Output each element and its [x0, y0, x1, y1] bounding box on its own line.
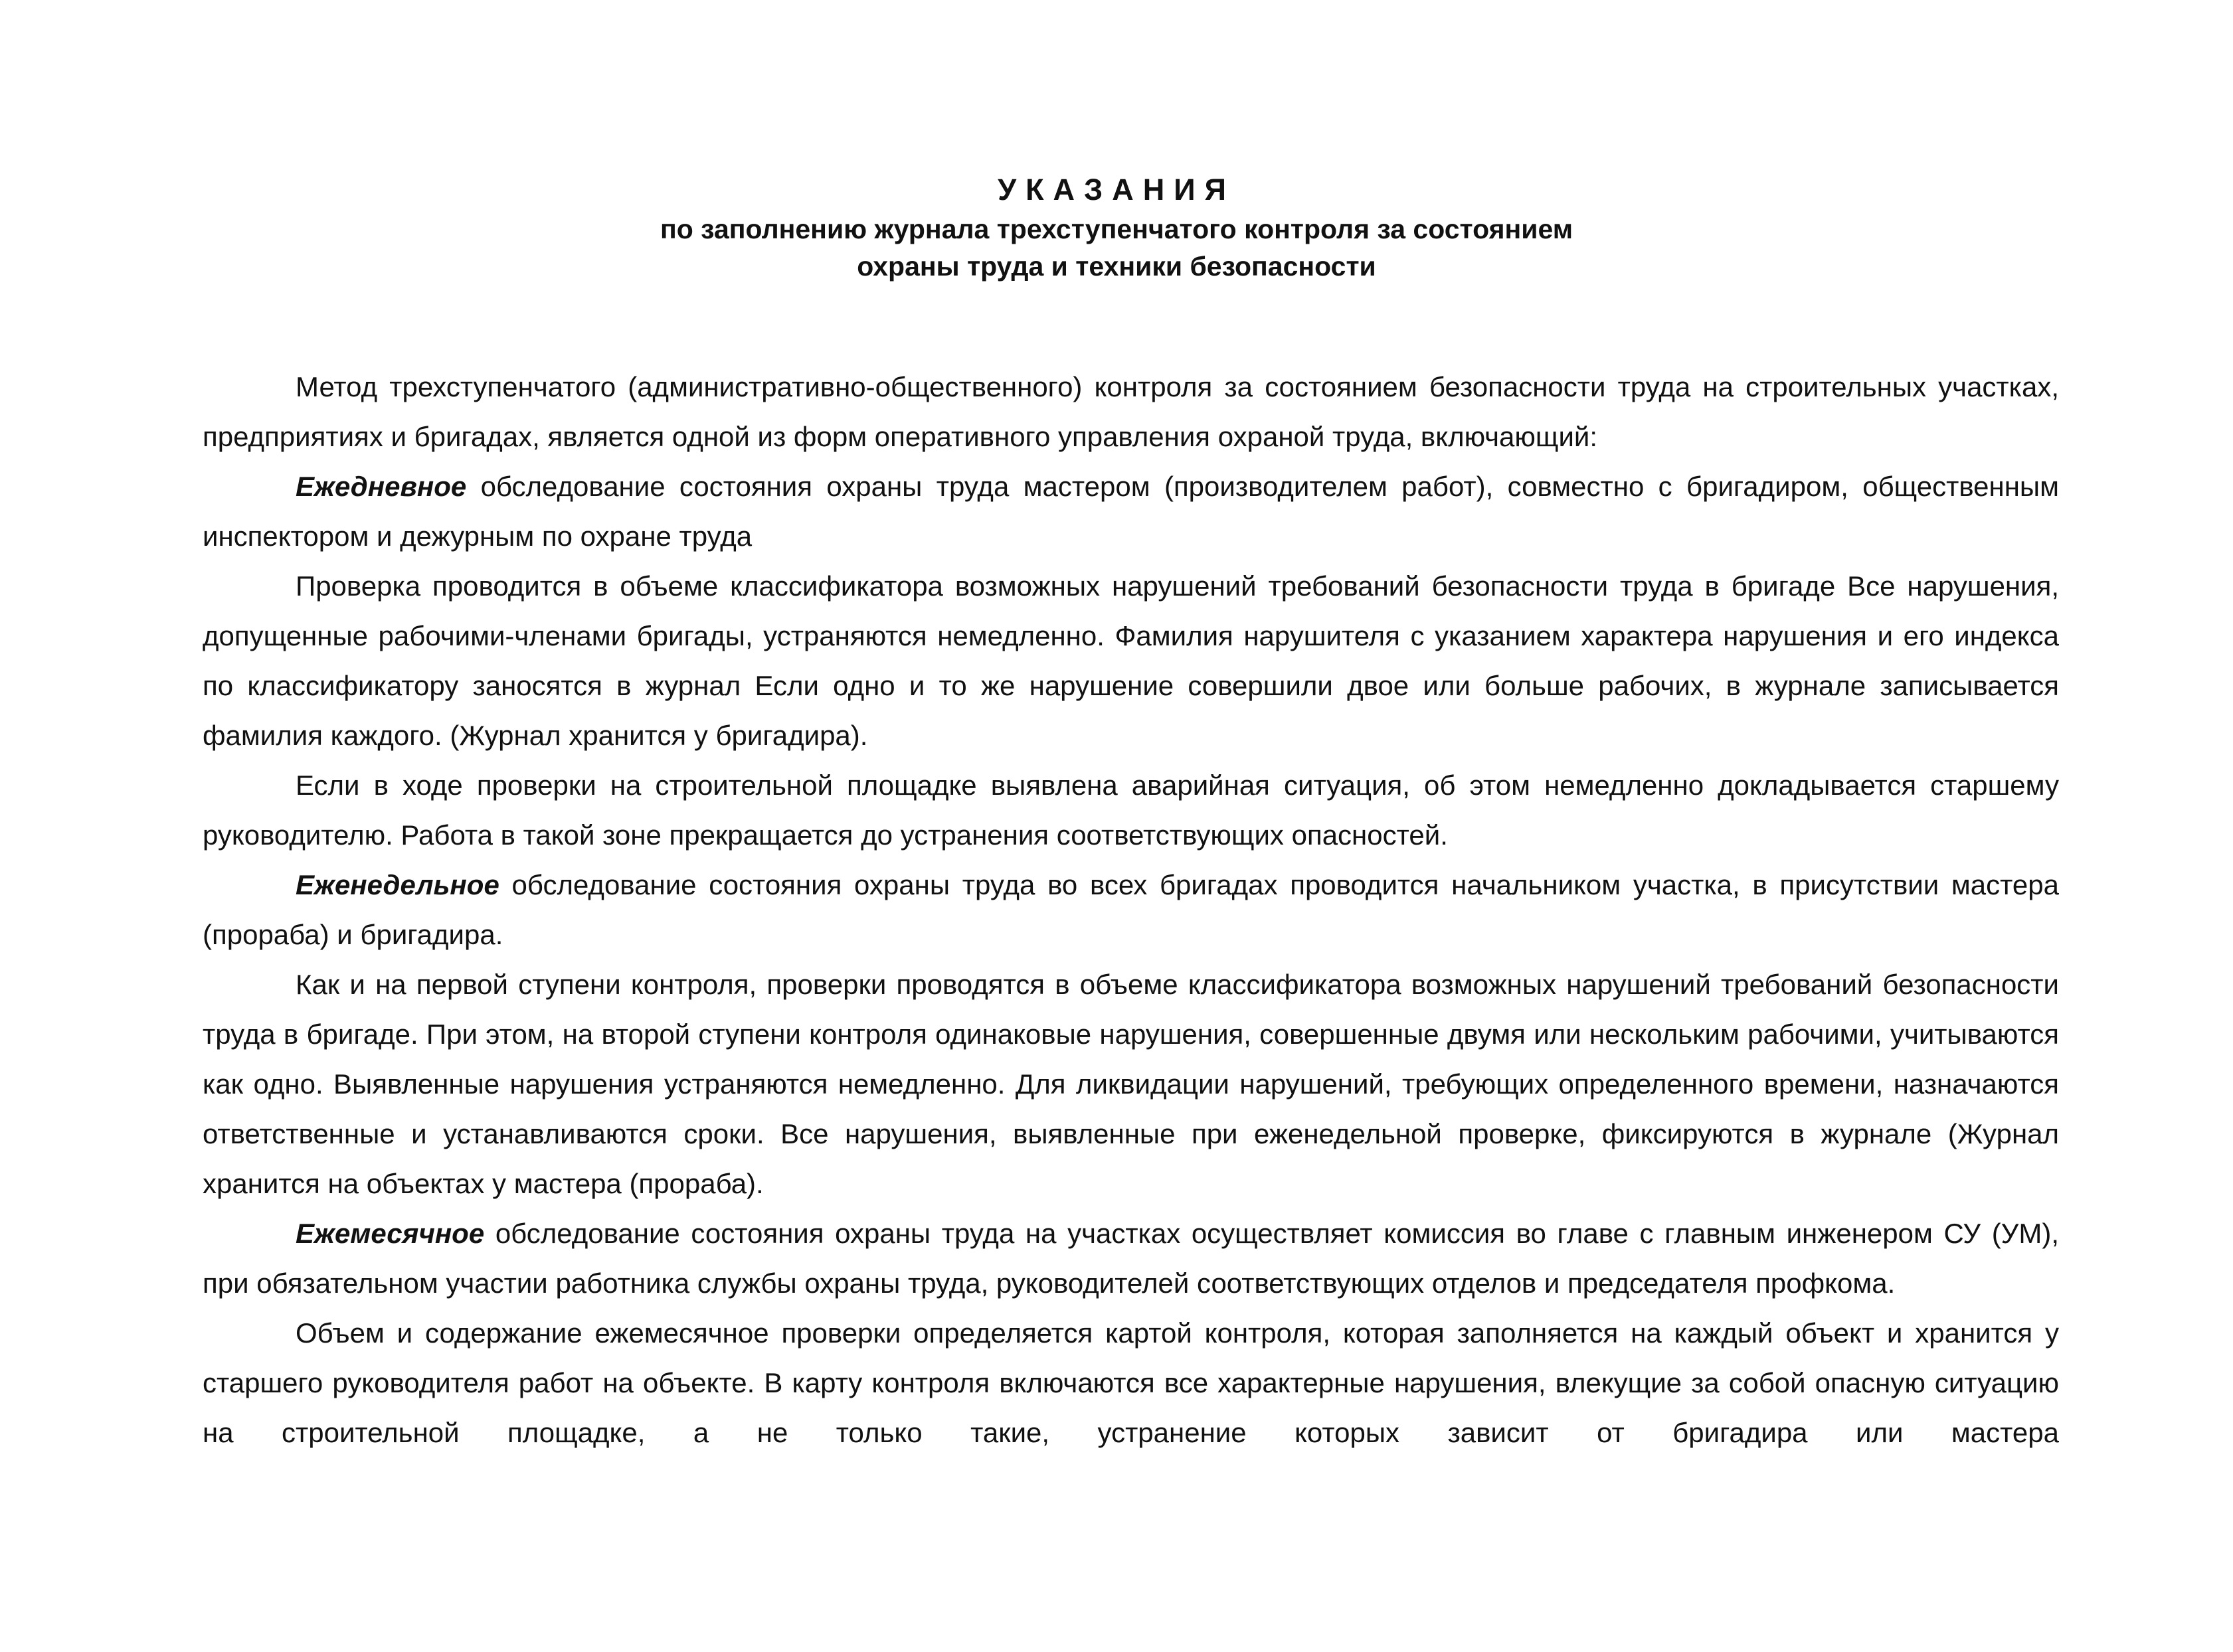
paragraph-daily — [203, 461, 2059, 561]
paragraph-text: Объем и содержание ежемесячное проверки определяется картой контроля, которая заполняется на каждый объект и хранится у старшего руководителя работ на объекте. В карту контроля включаются все характерные нарушения, влекущие за собой опасную ситуацию на строительной площадке, а не только такие, устранение которых зависит от бригадира или мастера — [203, 1317, 2059, 1448]
document-body — [203, 362, 2059, 1457]
paragraph-weekly-check — [203, 959, 2059, 1208]
document-subtitle-line-1: по заполнению журнала трехступенчатого контроля за состоянием — [660, 214, 1573, 244]
paragraph-text: Метод трехступенчатого (административно-общественного) контроля за состоянием безопасности труда на строительных участках, предприятиях и бригадах, является одной из форм оперативного управления охраной труда, включающий: — [203, 371, 2059, 452]
paragraph-lead-weekly: Еженедельное — [296, 869, 499, 900]
paragraph-lead-monthly: Ежемесячное — [296, 1218, 485, 1249]
paragraph-method — [203, 362, 2059, 461]
paragraph-text: Если в ходе проверки на строительной площадке выявлена аварийная ситуация, об этом немедленно докладывается старшему руководителю. Работа в такой зоне прекращается до устранения соответствующих опасностей. — [203, 770, 2059, 851]
paragraph-text: обследование состояния охраны труда мастером (производителем работ), совместно с бригадиром, общественным инспектором и дежурным по охране труда — [203, 471, 2059, 552]
paragraph-text: Проверка проводится в объеме классификатора возможных нарушений требований безопасности труда в бригаде Все нарушения, допущенные рабочими-членами бригады, устраняются немедленно. Фамилия нарушителя с указанием характера нарушения и его индекса по классификатору заносятся в журнал Если одно и то же нарушение совершили двое или больше рабочих, в журнале записывается фамилия каждого. (Журнал хранится у бригадира). — [203, 570, 2059, 751]
paragraph-text: обследование состояния охраны труда на участках осуществляет комиссия во главе с главным инженером СУ (УМ), при обязательном участии работника службы охраны труда, руководителей соответствующих отделов и председателя профкома. — [203, 1218, 2059, 1299]
paragraph-monthly — [203, 1208, 2059, 1308]
paragraph-emergency — [203, 760, 2059, 860]
document-header — [0, 169, 2233, 285]
paragraph-text: обследование состояния охраны труда во всех бригадах проводится начальником участка, в присутствии мастера (прораба) и бригадира. — [203, 869, 2059, 950]
paragraph-lead-daily: Ежедневное — [296, 471, 467, 502]
paragraph-weekly — [203, 860, 2059, 959]
document-subtitle-line-2: охраны труда и техники безопасности — [857, 251, 1376, 282]
paragraph-monthly-check — [203, 1308, 2059, 1457]
paragraph-text: Как и на первой ступени контроля, проверки проводятся в объеме классификатора возможных нарушений требований безопасности труда в бригаде. При этом, на второй ступени контроля одинаковые нарушения, совершенные двумя или нескольким рабочими, учитываются как одно. Выявленные нарушения устраняются немедленно. Для ликвидации нарушений, требующих определенного времени, назначаются ответственные и устанавливаются сроки. Все нарушения, выявленные при еженедельной проверке, фиксируются в журнале (Журнал хранится на объектах у мастера (прораба). — [203, 969, 2059, 1199]
paragraph-daily-check — [203, 561, 2059, 760]
document-title: УКАЗАНИЯ — [998, 173, 1235, 206]
